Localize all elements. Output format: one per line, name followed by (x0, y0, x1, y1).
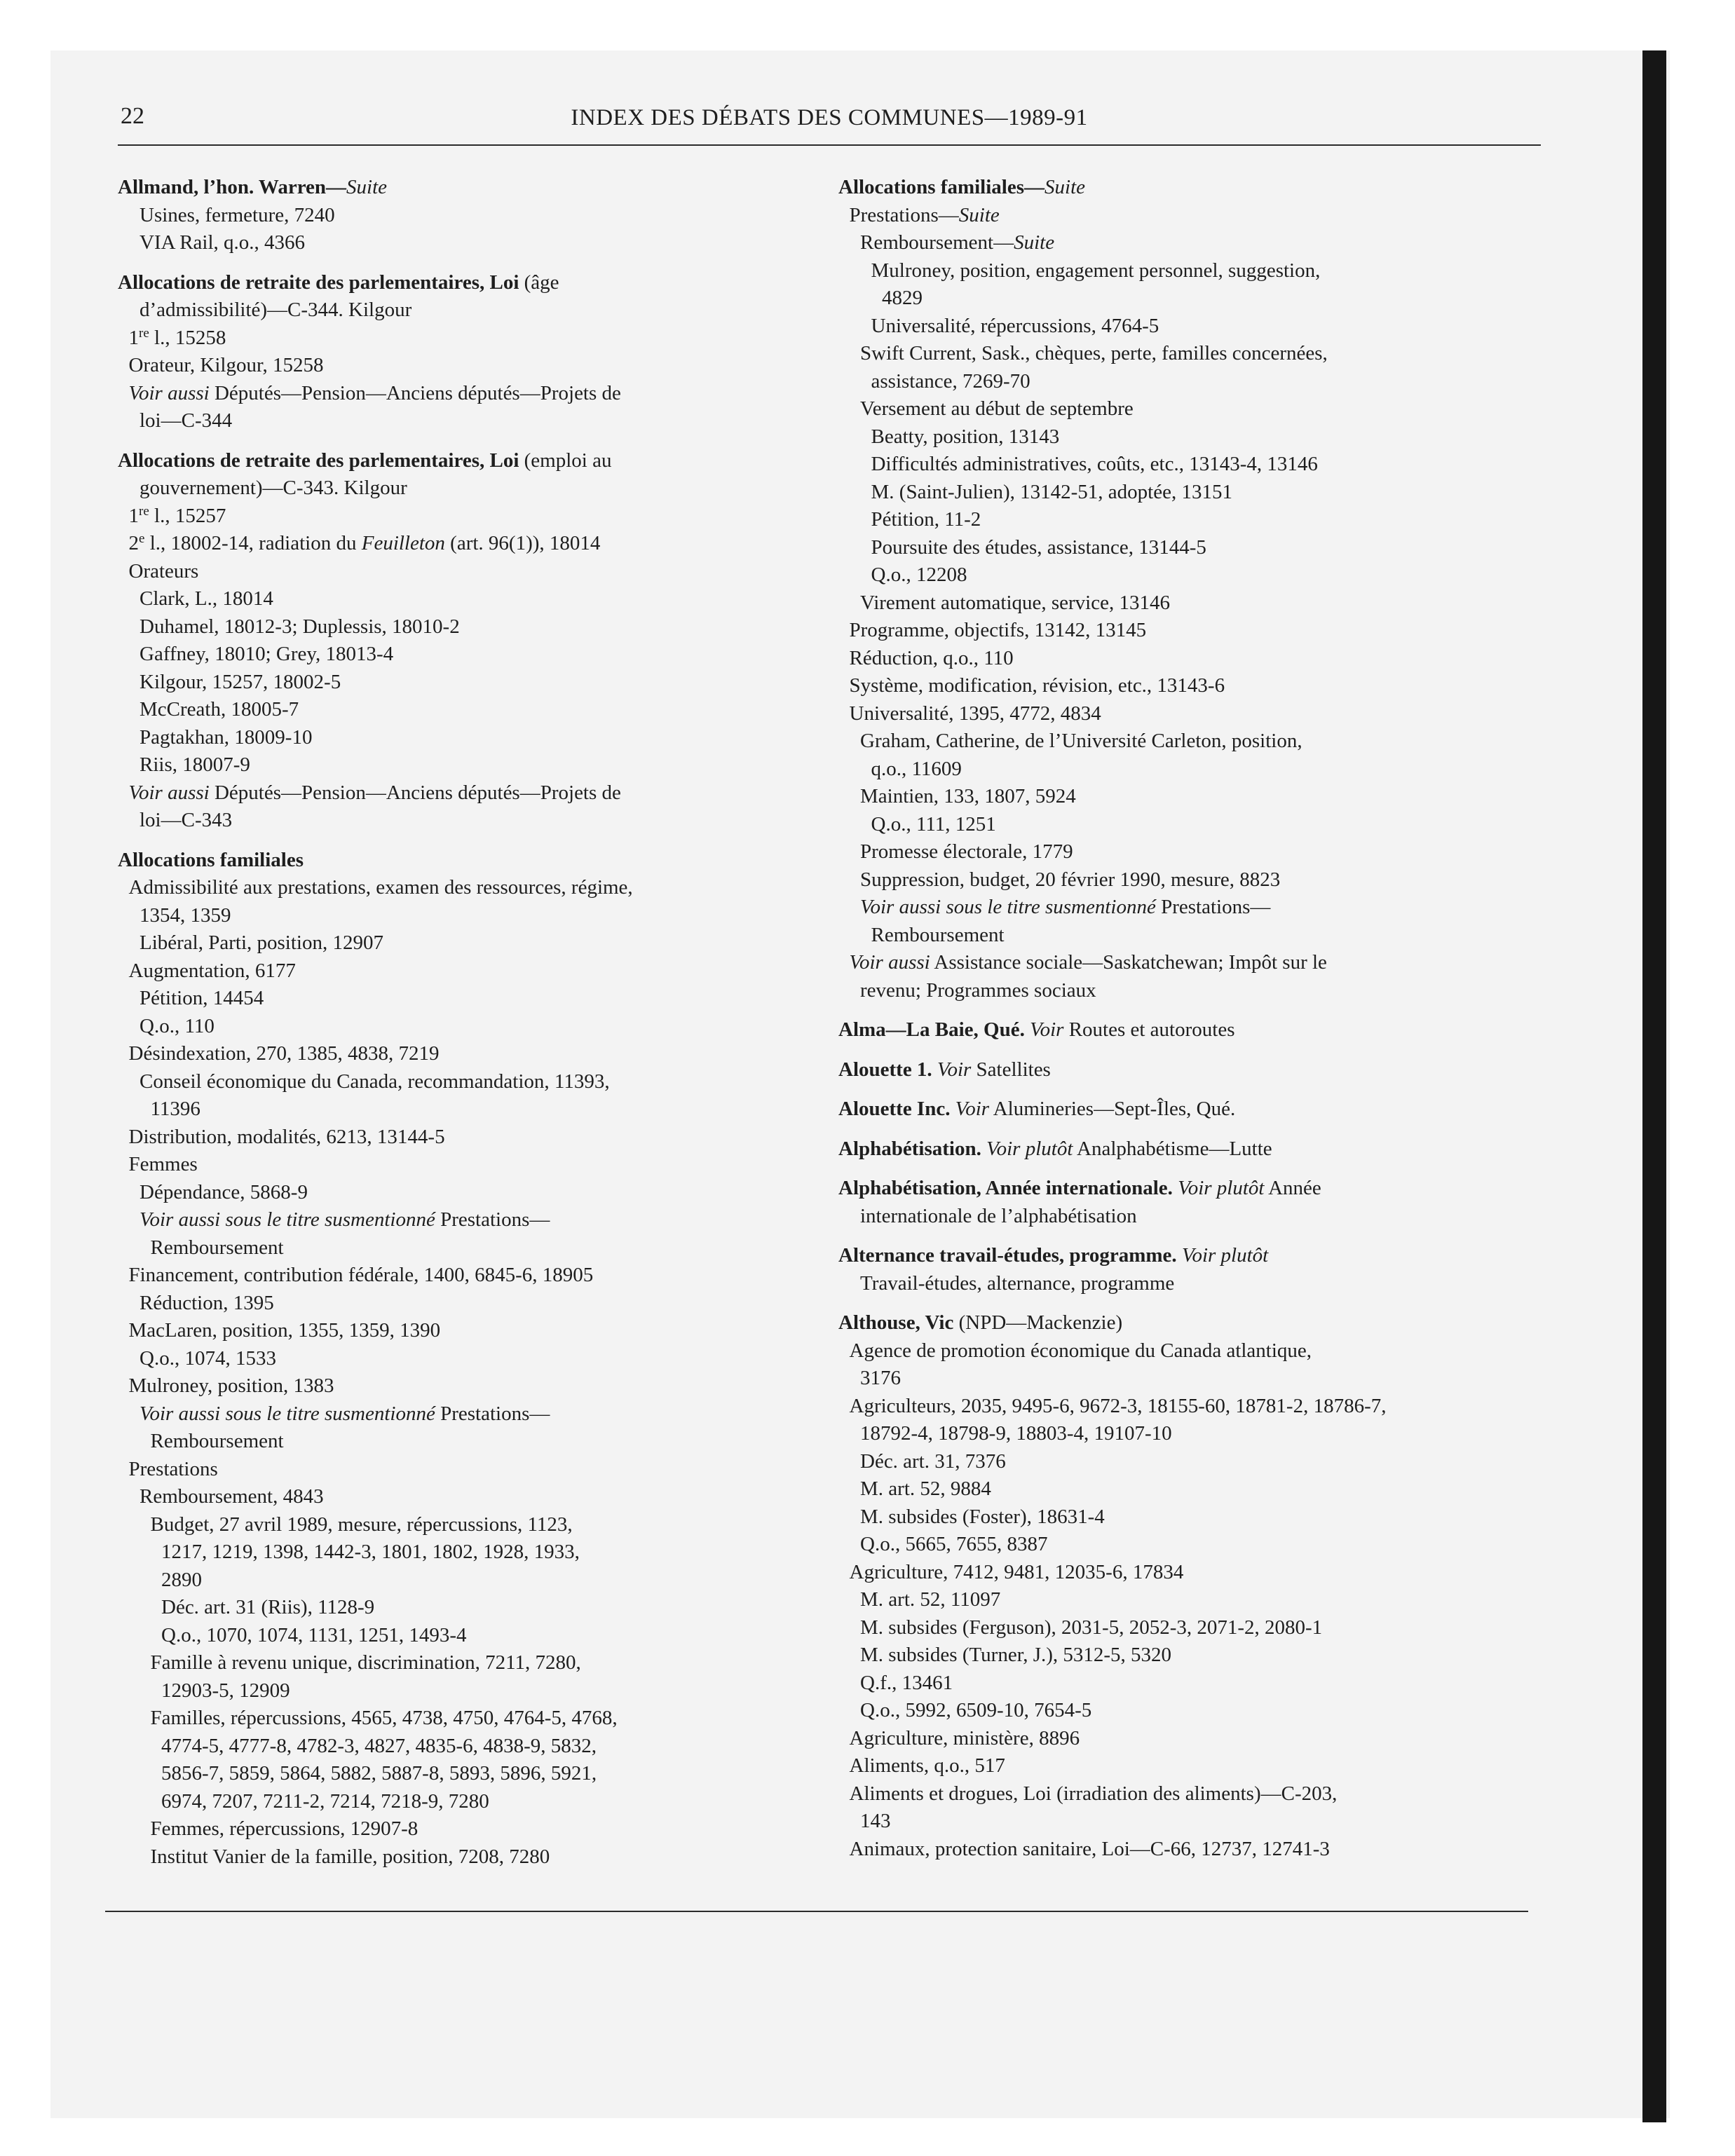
entry-heading: Althouse, Vic (838, 1311, 954, 1334)
entry-heading: Alphabétisation, Année internationale. (838, 1177, 1173, 1199)
cross-ref-label: Voir aussi sous le titre susmentionné (860, 896, 1156, 918)
reading-suffix: re (139, 325, 149, 341)
index-line: Maintien, 133, 1807, 5924 (860, 785, 1076, 807)
index-line: Aliments, q.o., 517 (849, 1754, 1005, 1777)
index-line: loi—C-343 (140, 809, 233, 831)
index-line: 18792-4, 18798-9, 18803-4, 19107-10 (860, 1422, 1172, 1445)
cross-ref-text: Analphabétisme—Lutte (1073, 1137, 1272, 1160)
index-line: Q.o., 5992, 6509-10, 7654-5 (860, 1699, 1092, 1721)
cross-ref-text: Routes et autoroutes (1063, 1018, 1235, 1041)
index-line: Riis, 18007-9 (140, 753, 250, 776)
index-line: Travail-études, alternance, programme (860, 1271, 1175, 1295)
cross-ref-text: Députés—Pension—Anciens députés—Projets de (209, 781, 621, 804)
cross-ref-label: Voir (1024, 1018, 1064, 1041)
index-line: Familles, répercussions, 4565, 4738, 4750, 4764-5, 4768, (150, 1707, 618, 1729)
index-line: 1217, 1219, 1398, 1442-3, 1801, 1802, 1928, 1933, (161, 1541, 580, 1563)
index-line: Pagtakhan, 18009-10 (140, 725, 313, 749)
index-line: Programme, objectifs, 13142, 13145 (849, 619, 1147, 641)
index-line: Mulroney, position, engagement personnel, suggestion, (871, 259, 1321, 282)
index-line: Graham, Catherine, de l’Université Carleton, position, (860, 730, 1302, 752)
index-line: Gaffney, 18010; Grey, 18013-4 (140, 643, 394, 665)
entry-heading: Allocations familiales (118, 848, 304, 871)
index-line: Déc. art. 31 (Riis), 1128-9 (161, 1596, 375, 1618)
index-line: Distribution, modalités, 6213, 13144-5 (128, 1125, 445, 1148)
index-entry (838, 174, 1539, 1004)
index-line: gouvernement)—C-343. Kilgour (140, 477, 407, 499)
index-entry (838, 1309, 1539, 1863)
index-line: Suppression, budget, 20 février 1990, mesure, 8823 (860, 868, 1281, 891)
suite-label: Suite (958, 203, 1000, 226)
entry-heading: Allocations familiales— (838, 176, 1045, 198)
index-line: Promesse électorale, 1779 (860, 840, 1073, 863)
index-line: Aliments et drogues, Loi (irradiation des aliments)—C-203, (849, 1782, 1338, 1805)
index-column-left (118, 174, 770, 1883)
index-entry (118, 269, 770, 435)
index-line: q.o., 11609 (871, 757, 962, 780)
scan-edge-bar (1642, 50, 1666, 2122)
suite-label: Suite (346, 176, 388, 198)
cross-ref-label: Voir aussi sous le titre susmentionné (140, 1208, 435, 1231)
page-header (118, 100, 1541, 139)
index-line: M. subsides (Foster), 18631-4 (860, 1505, 1105, 1528)
index-line: Kilgour, 15257, 18002-5 (140, 670, 341, 693)
reading-suffix: e (139, 531, 145, 546)
reading-suffix: re (139, 503, 149, 519)
index-line: Femmes, répercussions, 12907-8 (150, 1817, 419, 1840)
index-line: 3176 (860, 1367, 901, 1389)
suite-label: Suite (1014, 231, 1055, 254)
cross-ref-label: Voir plutôt (1172, 1177, 1265, 1199)
cross-ref-label: Voir (950, 1098, 990, 1120)
entry-heading: Allocations de retraite des parlementaires, Loi (118, 271, 519, 294)
index-line: 5856-7, 5859, 5864, 5882, 5887-8, 5893, 5896, 5921, (161, 1762, 597, 1785)
reading-number: 1 (128, 326, 139, 349)
index-line: l., 15258 (149, 326, 226, 349)
index-line: M. subsides (Ferguson), 2031-5, 2052-3, 2071-2, 2080-1 (860, 1616, 1323, 1639)
index-line: Q.o., 12208 (871, 564, 967, 586)
index-line: Dépendance, 5868-9 (140, 1180, 308, 1203)
index-line: Beatty, position, 13143 (871, 425, 1060, 448)
index-line: 4774-5, 4777-8, 4782-3, 4827, 4835-6, 4838-9, 5832, (161, 1734, 597, 1757)
index-line: Agriculture, 7412, 9481, 12035-6, 17834 (849, 1560, 1184, 1583)
index-line: Poursuite des études, assistance, 13144-5 (871, 535, 1206, 559)
index-line: Q.o., 1070, 1074, 1131, 1251, 1493-4 (161, 1623, 467, 1646)
entry-heading: Alouette 1. (838, 1058, 932, 1081)
index-line: Versement au début de septembre (860, 397, 1134, 420)
index-line: Universalité, répercussions, 4764-5 (871, 314, 1159, 337)
cross-ref-text: Alumineries—Sept-Îles, Qué. (989, 1098, 1236, 1120)
index-line: Agriculteurs, 2035, 9495-6, 9672-3, 18155-60, 18781-2, 18786-7, (849, 1394, 1387, 1417)
entry-heading: Alma—La Baie, Qué. (838, 1018, 1025, 1041)
index-entry (118, 447, 770, 835)
index-line: Orateur, Kilgour, 15258 (128, 354, 324, 376)
index-line: Désindexation, 270, 1385, 4838, 7219 (128, 1042, 440, 1065)
index-line: Budget, 27 avril 1989, mesure, répercussions, 1123, (150, 1513, 573, 1536)
index-line: Financement, contribution fédérale, 1400, 6845-6, 18905 (128, 1264, 594, 1286)
cross-ref-label: Voir (932, 1058, 972, 1081)
index-line: Remboursement, 4843 (140, 1485, 324, 1508)
suite-label: Suite (1045, 176, 1086, 198)
index-line: Remboursement (150, 1430, 284, 1452)
cross-ref-label: Voir aussi (128, 781, 210, 804)
index-line: Libéral, Parti, position, 12907 (140, 932, 383, 954)
entry-heading: Alouette Inc. (838, 1098, 951, 1120)
cross-ref-label: Voir aussi (128, 381, 210, 404)
index-line: d’admissibilité)—C-344. Kilgour (140, 299, 412, 321)
cross-ref-label: Voir plutôt (981, 1137, 1073, 1160)
index-line: Institut Vanier de la famille, position, 7208, 7280 (150, 1845, 550, 1868)
index-line: Prestations (128, 1457, 218, 1480)
index-line: Système, modification, révision, etc., 13143-6 (849, 674, 1225, 697)
cross-ref-text: Année (1264, 1177, 1321, 1199)
index-line: Réduction, 1395 (140, 1291, 274, 1314)
index-line: Pétition, 11-2 (871, 508, 981, 531)
index-line: Duhamel, 18012-3; Duplessis, 18010-2 (140, 615, 460, 638)
index-line: Remboursement— (860, 231, 1014, 254)
index-line: (art. 96(1)), 18014 (444, 532, 601, 554)
entry-heading: Alternance travail-études, programme. (838, 1244, 1177, 1267)
index-line: Remboursement (150, 1236, 284, 1259)
cross-ref-text: Satellites (971, 1058, 1051, 1081)
index-entry (838, 1016, 1539, 1044)
index-line: Q.o., 111, 1251 (871, 812, 996, 835)
header-rule (118, 144, 1541, 146)
index-line: Agence de promotion économique du Canada atlantique, (849, 1339, 1312, 1362)
index-line: McCreath, 18005-7 (140, 698, 299, 721)
index-line: loi—C-344 (140, 409, 233, 432)
index-line: Q.o., 1074, 1533 (140, 1346, 276, 1370)
index-entry (838, 1135, 1539, 1164)
index-line: Difficultés administratives, coûts, etc., 13143-4, 13146 (871, 453, 1318, 475)
index-entry (118, 847, 770, 1871)
index-line: M. art. 52, 11097 (860, 1588, 1001, 1611)
index-line: Q.o., 110 (140, 1014, 215, 1037)
index-line: l., 15257 (149, 504, 226, 527)
index-line: Animaux, protection sanitaire, Loi—C-66, 12737, 12741-3 (849, 1837, 1330, 1860)
index-line: Déc. art. 31, 7376 (860, 1449, 1006, 1473)
entry-heading: Alphabétisation. (838, 1137, 981, 1160)
index-column-right (838, 174, 1539, 1875)
index-entry (838, 1096, 1539, 1124)
index-line: assistance, 7269-70 (871, 369, 1030, 393)
index-line: Q.f., 13461 (860, 1671, 953, 1694)
index-line: 2890 (161, 1568, 202, 1591)
index-entry (838, 1242, 1539, 1297)
index-line: Augmentation, 6177 (128, 959, 296, 982)
index-line: Usines, fermeture, 7240 (140, 203, 335, 226)
cross-ref-label: Voir aussi sous le titre susmentionné (140, 1402, 435, 1425)
index-line: MacLaren, position, 1355, 1359, 1390 (128, 1319, 441, 1342)
index-line: revenu; Programmes sociaux (860, 978, 1096, 1002)
cross-ref-text: Prestations— (1155, 896, 1271, 918)
cross-ref-text: Assistance sociale—Saskatchewan; Impôt sur le (930, 951, 1327, 974)
entry-heading: Allocations de retraite des parlementaires, Loi (118, 449, 519, 472)
index-line: 12903-5, 12909 (161, 1679, 290, 1702)
index-line: M. art. 52, 9884 (860, 1478, 991, 1500)
index-entry (118, 174, 770, 257)
index-line: VIA Rail, q.o., 4366 (140, 231, 306, 254)
index-line: Réduction, q.o., 110 (849, 646, 1014, 669)
entry-heading-rest: (âge (519, 271, 559, 294)
index-line: Conseil économique du Canada, recommandation, 11393, (140, 1070, 610, 1093)
entry-heading-rest: (emploi au (519, 449, 612, 472)
index-line: Universalité, 1395, 4772, 4834 (849, 702, 1101, 725)
index-entry (838, 1175, 1539, 1230)
entry-heading: Allmand, l’hon. Warren— (118, 176, 347, 198)
index-line: 1354, 1359 (140, 903, 231, 927)
reading-number: 1 (128, 504, 139, 527)
cross-ref-text: Prestations— (435, 1402, 550, 1425)
index-line: Famille à revenu unique, discrimination, 7211, 7280, (150, 1651, 581, 1674)
index-line: M. subsides (Turner, J.), 5312-5, 5320 (860, 1644, 1172, 1666)
index-line: Q.o., 5665, 7655, 8387 (860, 1533, 1048, 1555)
index-line: 4829 (882, 287, 923, 309)
cross-ref-label: Voir aussi (849, 951, 930, 974)
index-line: Remboursement (871, 923, 1005, 946)
index-entry (838, 1056, 1539, 1084)
index-line: Orateurs (128, 559, 199, 582)
reading-number: 2 (128, 532, 139, 554)
entry-heading-rest: (NPD—Mackenzie) (953, 1311, 1123, 1334)
index-line: M. (Saint-Julien), 13142-51, adoptée, 13151 (871, 480, 1232, 503)
index-line: Mulroney, position, 1383 (128, 1374, 334, 1397)
cross-ref-text: Prestations— (435, 1208, 550, 1231)
cross-ref-text: Députés—Pension—Anciens députés—Projets de (209, 381, 621, 404)
index-line: Femmes (128, 1153, 198, 1175)
index-line: Prestations— (849, 203, 959, 226)
index-line: Swift Current, Sask., chèques, perte, familles concernées, (860, 342, 1328, 364)
index-line: internationale de l’alphabétisation (860, 1204, 1137, 1227)
page-number: 22 (121, 103, 144, 129)
index-line: Admissibilité aux prestations, examen des ressources, régime, (128, 876, 633, 899)
cross-ref-label: Voir plutôt (1176, 1244, 1269, 1267)
running-title: INDEX DES DÉBATS DES COMMUNES—1989-91 (571, 105, 1088, 130)
index-line: Agriculture, ministère, 8896 (849, 1726, 1080, 1749)
index-line: l., 18002-14, radiation du (144, 532, 362, 554)
feuilleton-label: Feuilleton (361, 532, 445, 554)
index-line: 6974, 7207, 7211-2, 7214, 7218-9, 7280 (161, 1789, 489, 1813)
index-line: Clark, L., 18014 (140, 587, 273, 610)
index-line: Virement automatique, service, 13146 (860, 591, 1170, 614)
index-line: Pétition, 14454 (140, 987, 264, 1009)
index-line: 143 (860, 1810, 891, 1832)
index-line: 11396 (150, 1098, 200, 1120)
footer-rule (105, 1911, 1528, 1912)
